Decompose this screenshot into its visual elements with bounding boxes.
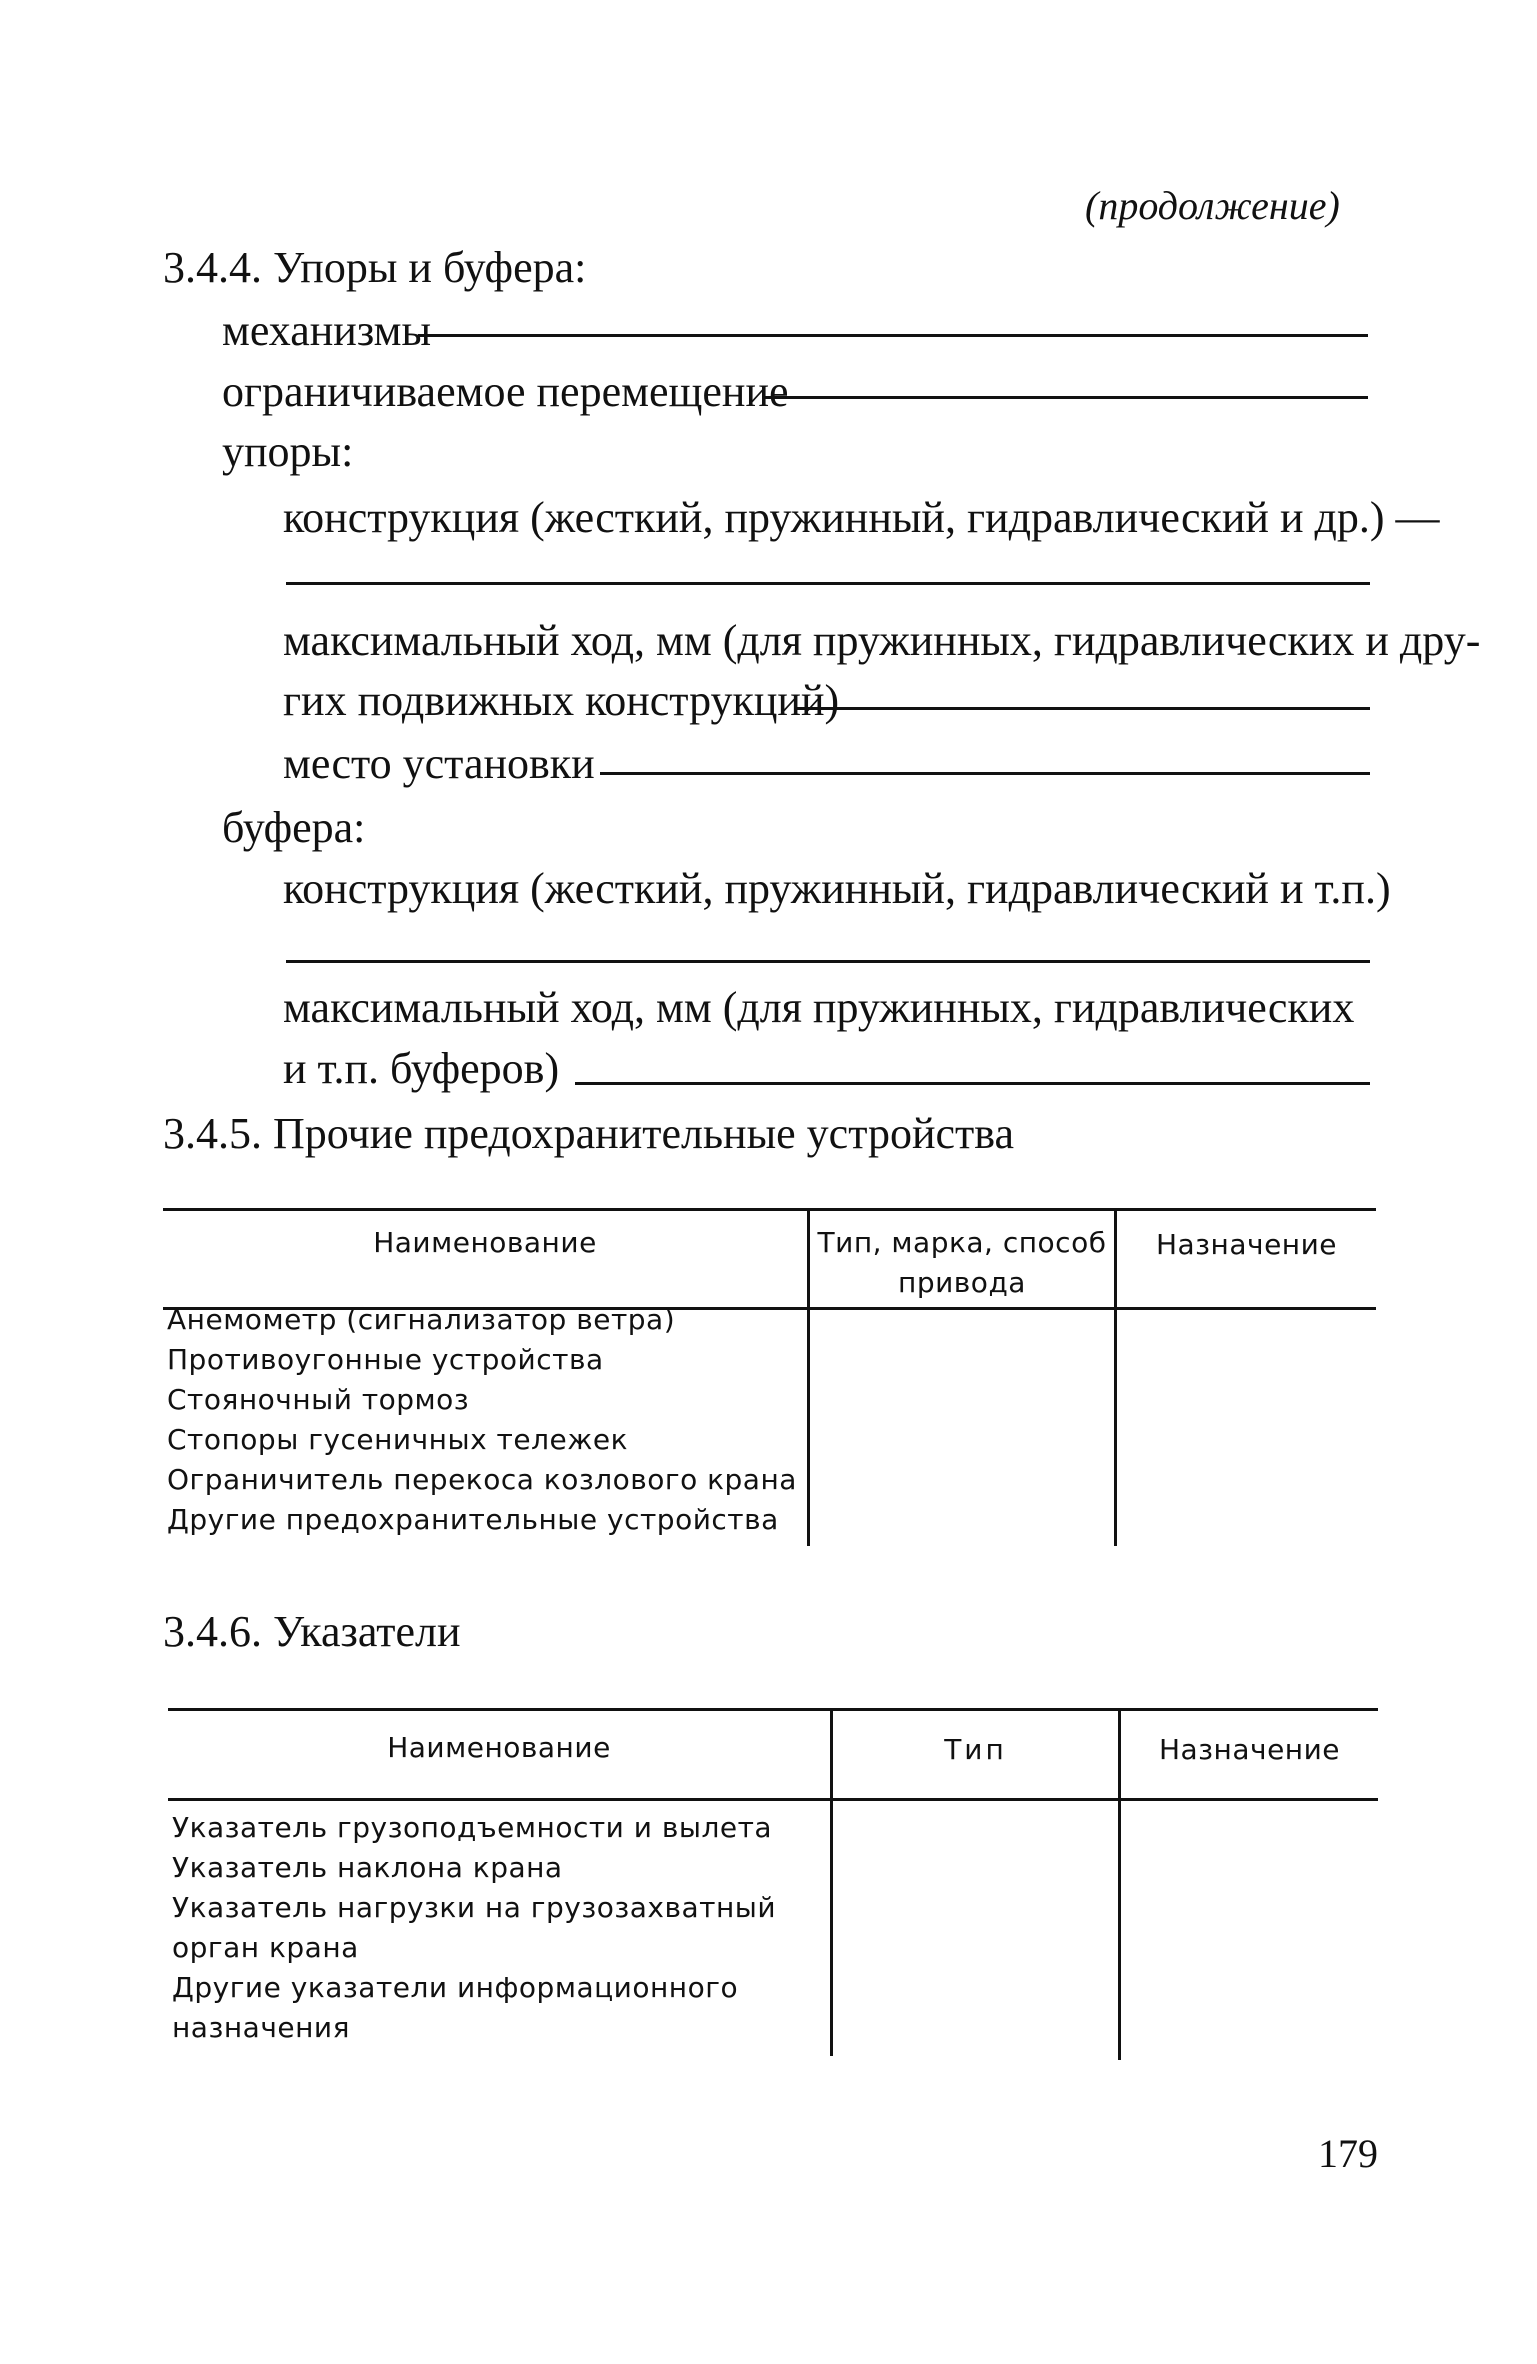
mechanisms-label: механизмы xyxy=(222,306,431,355)
section-345-title: 3.4.5. Прочие предохранительные устройства xyxy=(163,1109,1014,1158)
buffers-construction-label: конструкция (жесткий, пружинный, гидравлический и т.п.) xyxy=(283,864,1391,913)
table1-row: Противоугонные устройства xyxy=(167,1343,604,1376)
buffers-construction-blank xyxy=(286,960,1370,963)
table2-row: Указатель наклона крана xyxy=(172,1851,563,1884)
table1-row: Стояночный тормоз xyxy=(167,1383,470,1416)
table2-header-purpose: Назначение xyxy=(1158,1733,1341,1766)
table1-row: Другие предохранительные устройства xyxy=(167,1503,779,1536)
stops-travel-line2: гих подвижных конструкций) xyxy=(283,676,840,725)
table2-row: назначения xyxy=(172,2011,350,2044)
stops-construction-label: конструкция (жесткий, пружинный, гидравлический и др.) — xyxy=(283,493,1440,542)
table1-header-type: Тип, марка, способ привода xyxy=(817,1226,1107,1299)
table2-row: орган крана xyxy=(172,1931,359,1964)
table2-row: Указатель грузоподъемности и вылета xyxy=(172,1811,773,1844)
continuation-label: (продолжение) xyxy=(1085,183,1340,228)
movement-blank xyxy=(765,396,1368,399)
table1-top-rule xyxy=(163,1208,1376,1211)
table1-header-name: Наименование xyxy=(373,1226,597,1259)
table1-header-purpose: Назначение xyxy=(1155,1228,1338,1261)
buffers-label: буфера: xyxy=(222,803,366,852)
page-number: 179 xyxy=(1318,2131,1378,2176)
stops-travel-blank xyxy=(795,707,1370,710)
stops-travel-line1: максимальный ход, мм (для пружинных, гидравлических и дру- xyxy=(283,616,1481,665)
table1-row: Анемометр (сигнализатор ветра) xyxy=(167,1303,676,1336)
table1-row: Ограничитель перекоса козлового крана xyxy=(167,1463,797,1496)
table2-row: Указатель нагрузки на грузозахватный xyxy=(172,1891,777,1924)
stops-place-label: место установки xyxy=(283,739,595,788)
section-346-title: 3.4.6. Указатели xyxy=(163,1607,461,1656)
buffers-travel-line1: максимальный ход, мм (для пружинных, гидравлических xyxy=(283,983,1355,1032)
mechanisms-blank xyxy=(418,334,1368,337)
table2-row: Другие указатели информационного xyxy=(172,1971,739,2004)
table2-top-rule xyxy=(168,1708,1378,1711)
table2-header-name: Наименование xyxy=(387,1731,611,1764)
movement-label: ограничиваемое перемещение xyxy=(222,367,789,416)
stops-place-blank xyxy=(600,772,1370,775)
table1-row: Стопоры гусеничных тележек xyxy=(167,1423,629,1456)
buffers-travel-blank xyxy=(575,1082,1370,1085)
buffers-travel-line2: и т.п. буферов) xyxy=(283,1044,560,1093)
stops-label: упоры: xyxy=(222,427,354,476)
table2-header-type: Тип xyxy=(944,1733,1007,1766)
stops-construction-blank xyxy=(286,582,1370,585)
table2-header-rule xyxy=(168,1798,1378,1801)
section-344-title: 3.4.4. Упоры и буфера: xyxy=(163,243,587,292)
